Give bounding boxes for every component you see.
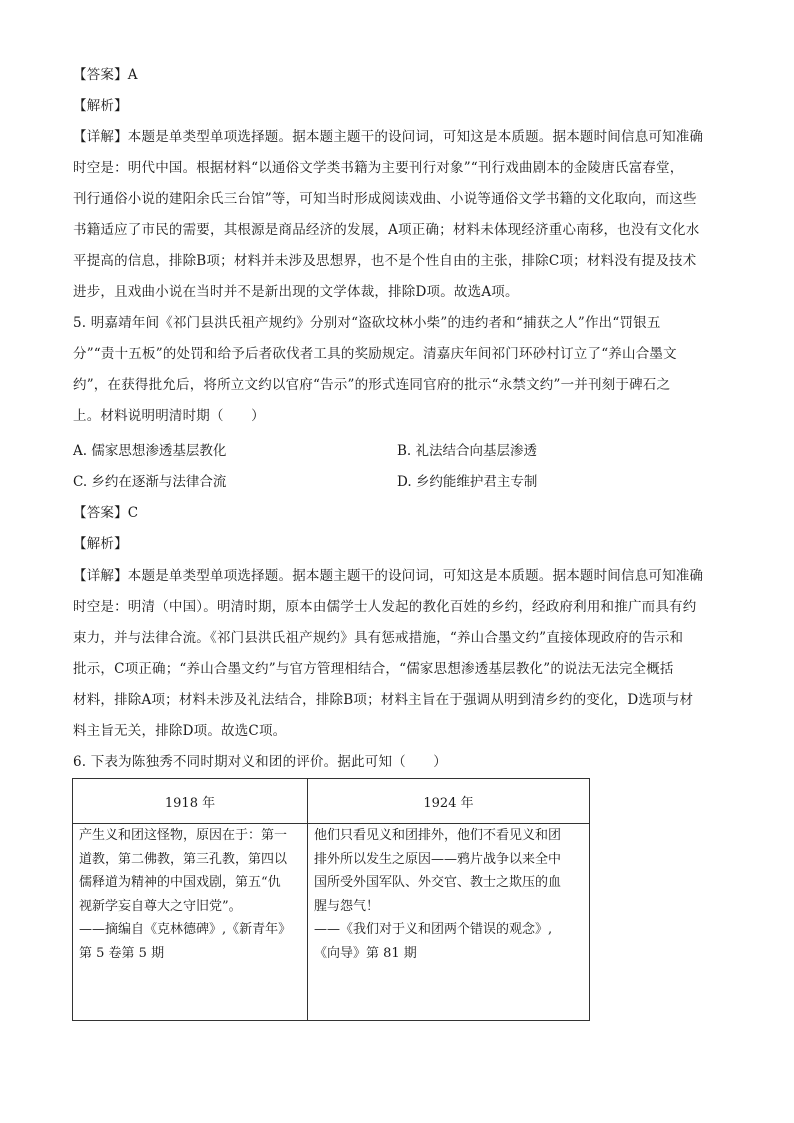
cell-text-line: 腥与怨气！	[314, 898, 380, 914]
q5-stem-line: 上。材料说明明清时期（ ）	[73, 408, 265, 424]
q5-option-d: D. 乡约能维护君主专制	[397, 474, 538, 490]
cell-text-line: 排外所以发生之原因——鸦片战争以来全中	[314, 851, 562, 867]
cell-text-line: 儒释道为精神的中国戏剧，第五“仇	[79, 875, 281, 890]
cell-text-line: 国所受外国军队、外交官、教士之欺压的血	[314, 875, 562, 890]
table-header-row	[73, 779, 590, 824]
cell-text-line: 产生义和团这怪物，原因在于：第一	[79, 828, 288, 843]
q5-detail-line: 批示，C项正确；“养山合墨文约”与官方管理相结合，“儒家思想渗透基层教化”的说法无法完全概括	[73, 661, 674, 677]
table-row	[73, 824, 590, 1021]
q5-option-c: C. 乡约在逐渐与法律合流	[73, 474, 227, 490]
table-header-1924: 1924 年	[308, 779, 590, 824]
q5-answer: 【答案】C	[73, 505, 139, 521]
cell-source-line: 第 5 卷第 5 期	[79, 945, 165, 961]
cell-source-line: 《向导》第 81 期	[314, 945, 417, 961]
q6-comparison-table	[72, 778, 590, 1021]
q5-option-a: A. 儒家思想渗透基层教化	[73, 443, 227, 459]
cell-text-line: 他们只看见义和团排外，他们不看见义和团	[314, 828, 562, 843]
cell-text-line: 道教，第二佛教，第三孔教，第四以	[79, 851, 288, 867]
q5-option-b: B. 礼法结合向基层渗透	[397, 443, 538, 459]
q4-detail-line: 进步，且戏曲小说在当时并不是新出现的文学体裁，排除D项。故选A项。	[73, 284, 519, 300]
q4-detail-line: 【详解】本题是单类型单项选择题。据本题主题干的设问词，可知这是本质题。据本题时间信息可知准确	[73, 129, 704, 145]
q5-detail-line: 时空是：明清（中国）。明清时期，原本由儒学士人发起的教化百姓的乡约，经政府利用和推广而具有约	[73, 599, 697, 615]
q6-stem: 6. 下表为陈独秀不同时期对义和团的评价。据此可知（ ）	[73, 754, 447, 770]
q5-stem-line: 5. 明嘉靖年间《祁门县洪氏祖产规约》分别对“盗砍坟林小柴”的违约者和“捕获之人”作出“罚银五	[73, 315, 661, 331]
table-cell-1924	[308, 824, 590, 1021]
cell-source-line: ——摘编自《克林德碑》,《新青年》	[79, 922, 292, 937]
q4-answer: 【答案】A	[73, 67, 138, 83]
q4-detail-line: 时空是：明代中国。根据材料“以通俗文学类书籍为主要刊行对象”“刊行戏曲剧本的金陵唐氏富春堂，	[73, 160, 684, 176]
table-header-1918: 1918 年	[73, 779, 308, 824]
q5-stem-line: 分”“责十五板”的处罚和给予后者砍伐者工具的奖励规定。清嘉庆年间祁门环砂村订立了“养山合墨文	[73, 346, 677, 362]
table-cell-1918	[73, 824, 308, 1021]
q5-detail-line: 【详解】本题是单类型单项选择题。据本题主题干的设问词，可知这是本质题。据本题时间信息可知准确	[73, 568, 704, 584]
cell-source-line: ——《我们对于义和团两个错误的观念》,	[314, 922, 553, 937]
q5-analysis-label: 【解析】	[73, 536, 128, 552]
q4-detail-line: 平提高的信息，排除B项；材料并未涉及思想界，也不是个性自由的主张，排除C项；材料没有提及技术	[73, 253, 697, 269]
q5-stem-line: 约”，在获得批允后，将所立文约以官府“告示”的形式连同官府的批示“永禁文约”一并刊刻于碑石之	[73, 377, 671, 393]
q4-detail-line: 刊行通俗小说的建阳余氏三台馆”等，可知当时形成阅读戏曲、小说等通俗文学书籍的文化取向，而这些	[73, 191, 697, 207]
q4-analysis-label: 【解析】	[73, 98, 128, 114]
q5-detail-line: 料主旨无关，排除D项。故选C项。	[73, 723, 287, 739]
q5-detail-line: 材料，排除A项；材料未涉及礼法结合，排除B项；材料主旨在于强调从明到清乡约的变化，D选项与材	[73, 692, 694, 708]
cell-text-line: 视新学妄自尊大之守旧党”。	[79, 898, 242, 914]
q4-detail-line: 书籍适应了市民的需要，其根源是商品经济的发展，A项正确；材料未体现经济重心南移，也没有文化水	[73, 222, 700, 238]
q5-detail-line: 束力，并与法律合流。《祁门县洪氏祖产规约》具有惩戒措施，“养山合墨文约”直接体现政府的告示和	[73, 630, 684, 646]
